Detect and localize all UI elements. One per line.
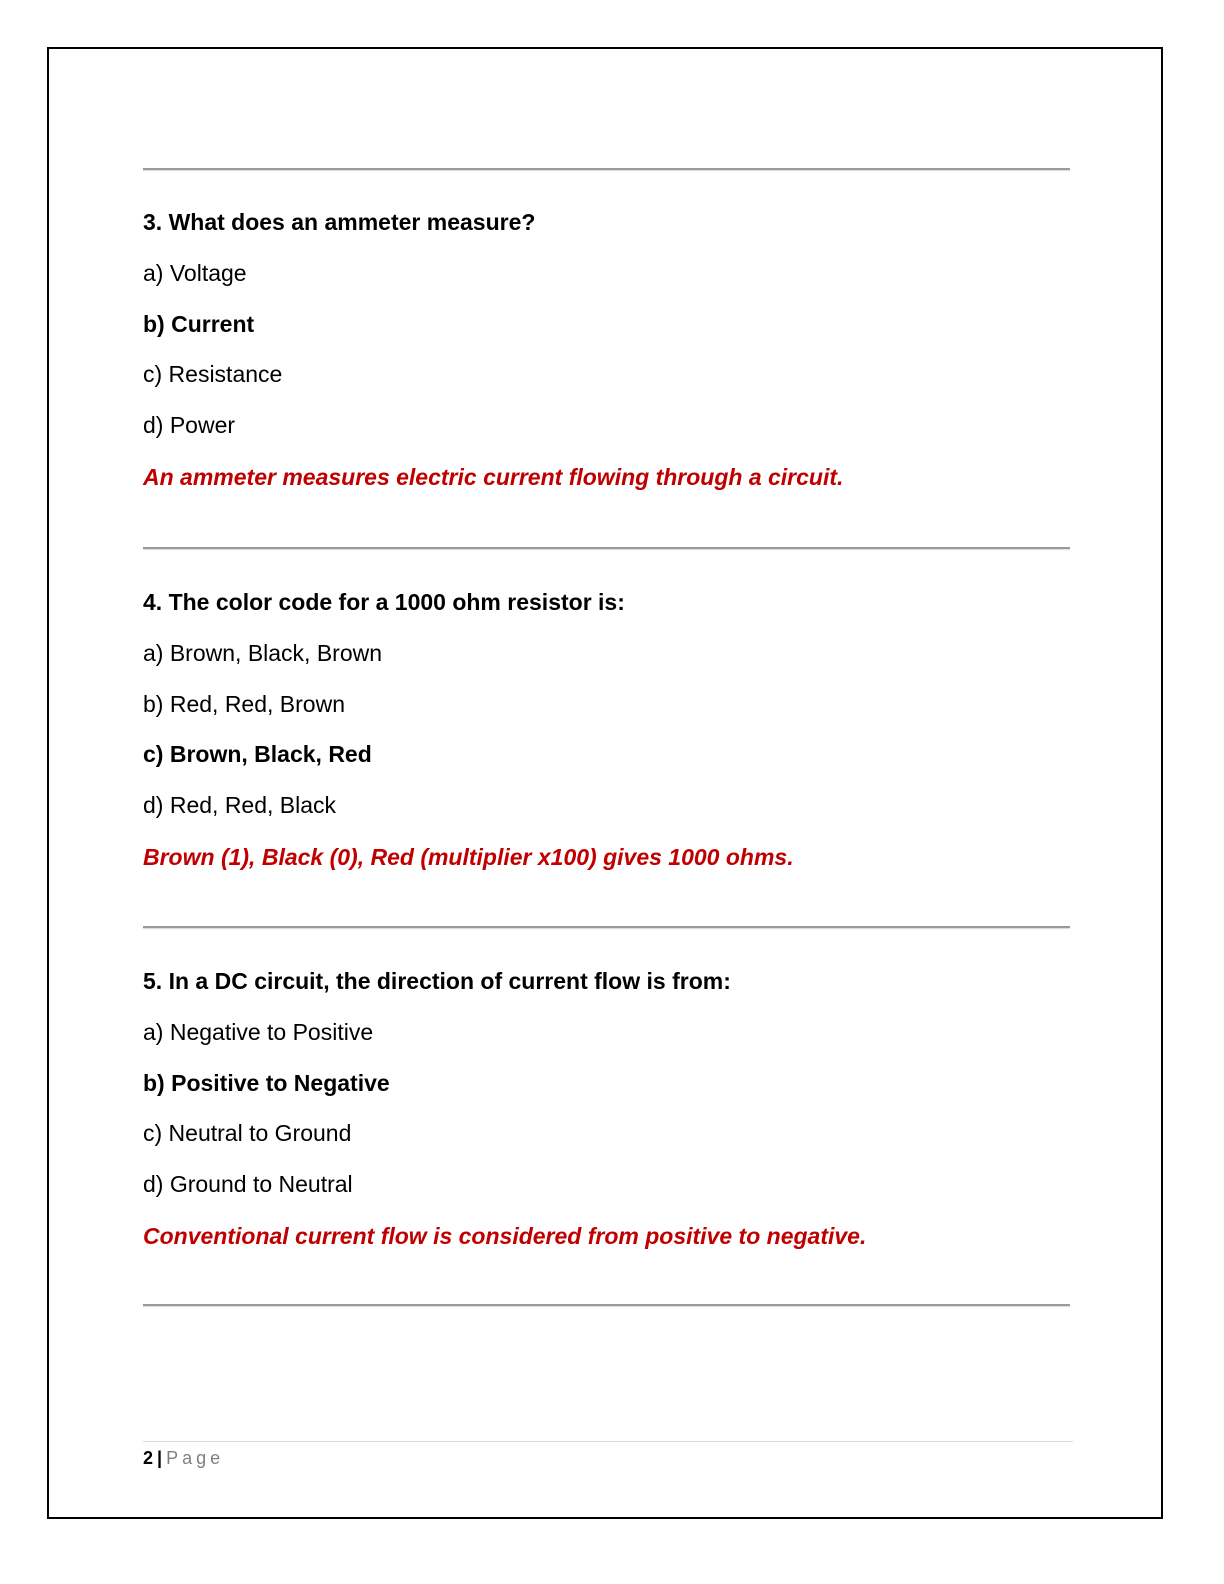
option-d: d) Power	[143, 412, 236, 438]
option-a: a) Negative to Positive	[143, 1019, 374, 1045]
option-b-correct: b) Current	[143, 311, 255, 337]
option-b-correct: b) Positive to Negative	[143, 1070, 390, 1096]
section-divider	[143, 168, 1070, 170]
page-footer	[143, 1446, 224, 1470]
section-divider	[143, 547, 1070, 549]
option-c: c) Neutral to Ground	[143, 1120, 352, 1146]
option-c: c) Resistance	[143, 361, 283, 387]
footer-divider	[143, 1441, 1073, 1442]
section-divider	[143, 926, 1070, 928]
question-title: 4. The color code for a 1000 ohm resistor is:	[143, 589, 625, 615]
option-d: d) Red, Red, Black	[143, 792, 337, 818]
option-d: d) Ground to Neutral	[143, 1171, 353, 1197]
answer-explanation: Brown (1), Black (0), Red (multiplier x100) gives 1000 ohms.	[143, 844, 794, 870]
option-a: a) Voltage	[143, 260, 247, 286]
option-c-correct: c) Brown, Black, Red	[143, 741, 372, 767]
page-label: Page	[166, 1448, 225, 1468]
page-number: 2	[143, 1448, 154, 1468]
option-b: b) Red, Red, Brown	[143, 691, 345, 717]
answer-explanation: Conventional current flow is considered from positive to negative.	[143, 1223, 867, 1249]
question-title: 5. In a DC circuit, the direction of current flow is from:	[143, 968, 731, 994]
option-a: a) Brown, Black, Brown	[143, 640, 383, 666]
section-divider	[143, 1304, 1070, 1306]
footer-separator: |	[157, 1448, 163, 1468]
question-title: 3. What does an ammeter measure?	[143, 209, 536, 235]
answer-explanation: An ammeter measures electric current flowing through a circuit.	[143, 464, 844, 490]
